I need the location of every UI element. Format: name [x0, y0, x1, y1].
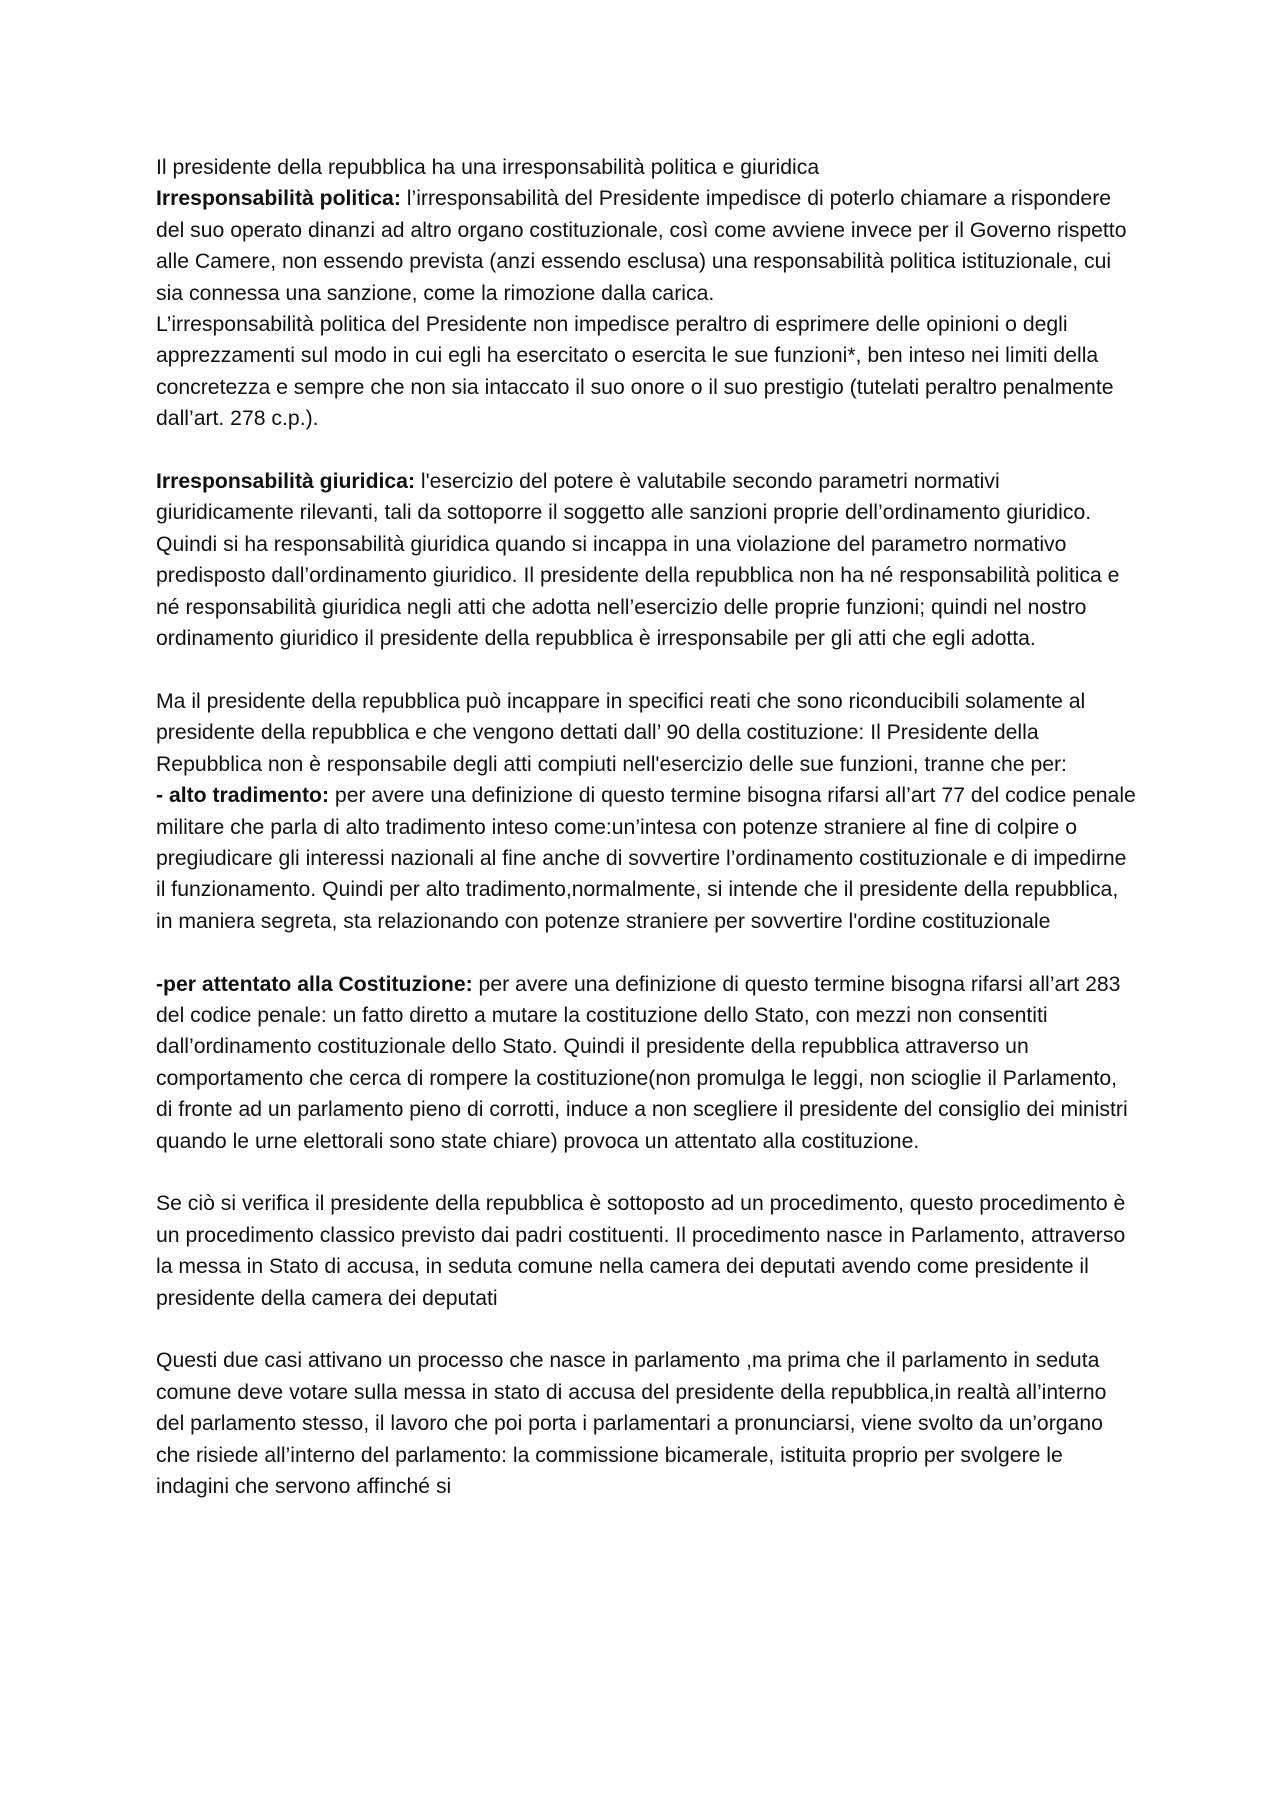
political-opinions-paragraph: L’irresponsabilità politica del Presidente non impedisce peraltro di esprimere delle opinioni o degli apprezzamenti sul modo in cui egli ha esercitato o esercita le sue funzioni*, ben inteso nei limiti della concretezza e sempre che non sia intaccato il suo onore o il suo prestigio (tutelati peraltro penalmente dall’art. 278 c.p.). — [156, 313, 1114, 431]
high-treason-text: per avere una definizione di questo termine bisogna rifarsi all’art 77 del codice penale militare che parla di alto tradimento inteso come:un’intesa con potenze straniere al fine di colpire o pregiudicare gli interessi nazionali al fine anche di sovvertire l’ordinamento costituzionale e di impedirne il funzionamento. Quindi per alto tradimento,normalmente, si intende che il presidente della repubblica, in maniera segreta, sta relazionando con potenze straniere per sovvertire l'ordine costituzionale — [156, 784, 1136, 933]
high-treason-heading: - alto tradimento: — [156, 784, 330, 808]
commission-paragraph: Questi due casi attivano un processo che nasce in parlamento ,ma prima che il parlamento in seduta comune deve votare sulla messa in stato di accusa del presidente della repubblica,in realtà all’interno del parlamento stesso, il lavoro che poi porta i parlamentari a pronunciarsi, viene svolto da un’organo che risiede all’interno del parlamento: la commissione bicamerale, istituita proprio per svolgere le indagini che servono affinché si — [156, 1349, 1107, 1498]
paragraph-gap — [156, 1157, 1136, 1188]
juridical-irresponsibility-heading: Irresponsabilità giuridica: — [156, 470, 416, 494]
high-treason-paragraph — [156, 780, 1136, 937]
paragraph-gap — [156, 937, 1136, 968]
paragraph-gap — [156, 654, 1136, 685]
juridical-irresponsibility-paragraph — [156, 466, 1136, 654]
constitution-attack-text: per avere una definizione di questo termine bisogna rifarsi all’art 283 del codice penale: un fatto diretto a mutare la costituzione dello Stato, con mezzi non consentiti dall’ordinamento costituzionale dello Stato. Quindi il presidente della repubblica attraverso un comportamento che cerca di rompere la costituzione(non promulga le leggi, non scioglie il Parlamento, di fronte ad un parlamento pieno di corrotti, induce a non scegliere il presidente del consiglio dei ministri quando le urne elettorali sono state chiare) provoca un attentato alla costituzione. — [156, 972, 1128, 1153]
juridical-irresponsibility-text: l'esercizio del potere è valutabile secondo parametri normativi giuridicamente rilevanti, tali da sottoporre il soggetto alle sanzioni proprie dell’ordinamento giuridico. Quindi si ha responsabilità giuridica quando si incappa in una violazione del parametro normativo predisposto dall’ordinamento giuridico. Il presidente della repubblica non ha né responsabilità politica e né responsabilità giuridica negli atti che adotta nell’esercizio delle proprie funzioni; quindi nel nostro ordinamento giuridico il presidente della repubblica è irresponsabile per gli atti che egli adotta. — [156, 470, 1120, 651]
procedure-paragraph: Se ciò si verifica il presidente della repubblica è sottoposto ad un procedimento, questo procedimento è un procedimento classico previsto dai padri costituenti. Il procedimento nasce in Parlamento, attraverso la messa in Stato di accusa, in seduta comune nella camera dei deputati avendo come presidente il presidente della camera dei deputati — [156, 1192, 1126, 1310]
specific-crimes-paragraph: Ma il presidente della repubblica può incappare in specifici reati che sono riconducibili solamente al presidente della repubblica e che vengono dettati dall’ 90 della costituzione: Il Presidente della Repubblica non è responsabile degli atti compiuti nell'esercizio delle sue funzioni, tranne che per: — [156, 689, 1086, 776]
political-irresponsibility-paragraph — [156, 183, 1136, 309]
paragraph-gap — [156, 435, 1136, 466]
political-irresponsibility-text: l’irresponsabilità del Presidente impedisce di poterlo chiamare a rispondere del suo operato dinanzi ad altro organo costituzionale, così come avviene invece per il Governo rispetto alle Camere, non essendo prevista (anzi essendo esclusa) una responsabilità politica istituzionale, cui sia connessa una sanzione, come la rimozione dalla carica. — [156, 187, 1127, 305]
intro-paragraph: Il presidente della repubblica ha una irresponsabilità politica e giuridica — [156, 156, 820, 179]
document-page — [156, 152, 1136, 1502]
constitution-attack-paragraph — [156, 969, 1136, 1157]
paragraph-gap — [156, 1314, 1136, 1345]
political-irresponsibility-heading: Irresponsabilità politica: — [156, 187, 401, 211]
constitution-attack-heading: -per attentato alla Costituzione: — [156, 972, 473, 996]
